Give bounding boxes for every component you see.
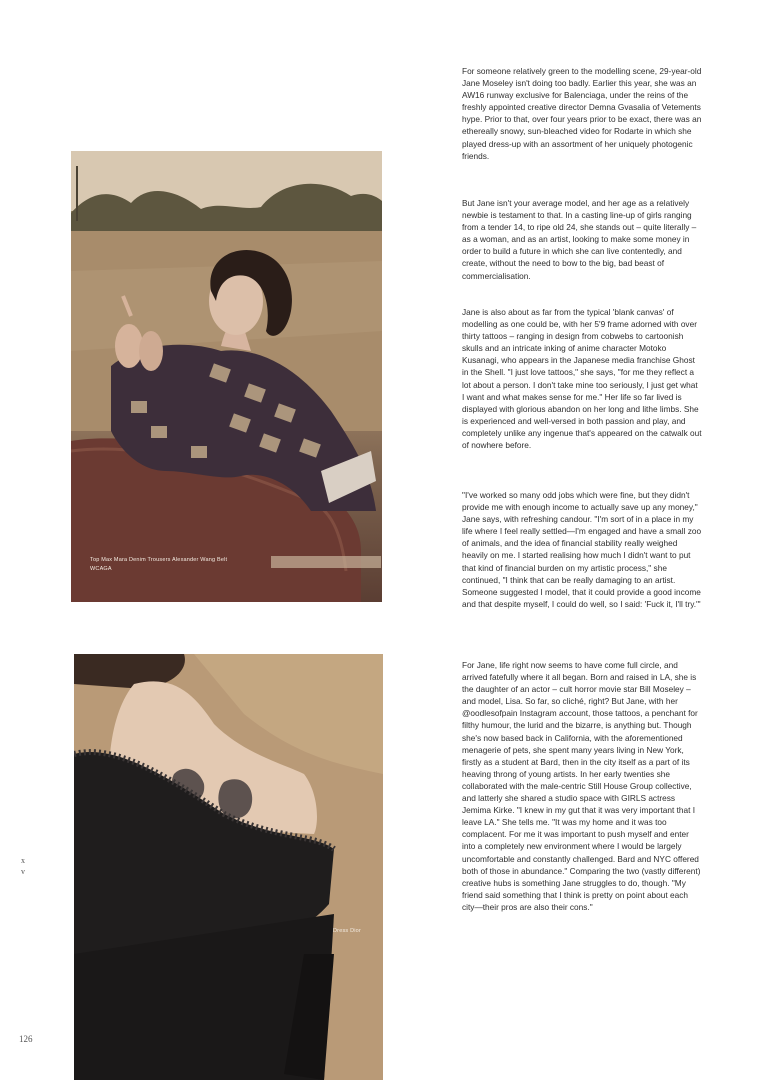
caption-top-photo: Top Max Mara Denim Trousers Alexander Wang Belt WCAGA (90, 557, 228, 572)
photo-model-car-illustration (71, 151, 382, 602)
caption-bottom-photo: Dress Dior (333, 928, 361, 934)
paragraph-1: For someone relatively green to the modelling scene, 29-year-old Jane Moseley isn't doing too badly. Earlier this year, she was an AW16 runway exclusive for Balenciaga, under the reins of the freshly appointed creative director Demna Gvasalia of Vetements hype. Prior to that, over four years prior to be exact, there was an ethereally snowy, sun-bleached video for Rodarte in which she played dress-up with an assortment of her uniquely photogenic friends. (462, 66, 702, 161)
page-number: 126 (19, 1034, 33, 1044)
photo-model-back-illustration (74, 654, 383, 1080)
photo-model-car (71, 151, 382, 602)
photo-model-back (74, 654, 383, 1080)
paragraph-5: For Jane, life right now seems to have come full circle, and arrived fatefully where it all began. Born and raised in LA, she is the daughter of an actor – cult horror movie star Bill Moseley – and model, Lisa. So far, so cliché, right? But Jane, with her @oodlesofpain Instagram account, those tattoos, a penchant for filthy humour, the lurid and the bizarre, is anything but. Though she's now based back in California, with the aforementioned menagerie of pets, she spent many years living in New York, firstly as a student at Bard, then in the city itself as a part of its heaving throng of young artists. In her early twenties she collaborated with the male-centric Still House Group collective, and latterly she shared a studio space with GIRLS actress Jemima Kirke. "I knew in my gut that it was very important that I leave LA." She tells me. "It was my home and it was too complacent. For me it was important to push myself and enter into a completely new environment where I would be largely uncomfortable and constantly challenged. Bard and NYC offered both of those in abundance." Comparing the two (vastly different) creative hubs is something Jane struggles to do, though. "My friend said something that I think is pretty on point about each city—their pros are also their cons." (462, 660, 701, 912)
paragraph-4: "I've worked so many odd jobs which were fine, but they didn't provide me with enough income to actually save up any money," Jane says, with refreshing candour. "I'm sort of in a place in my life where I feel really settled—I'm engaged and have a small zoo of animals, and the idea of financial stability really weighed heavily on me. I started realising how much I didn't want to put that kind of financial burden on my artistic process," she continued, "I think that can be really damaging to an artist. Someone suggested I model, that it could provide a good income and that despite myself, I could do well, so I said: 'Fuck it, I'll try.'" (462, 490, 702, 609)
side-mark: x v (21, 856, 25, 876)
paragraph-2: But Jane isn't your average model, and her age as a relatively newbie is testament to that. In a casting line-up of girls ranging from a tender 14, to ripe old 24, she stands out – quite literally – as a woman, and as an artist, looking to make some money in order to build a future in which she can live contentedly, and create, without the need to bow to the big, bad beast of commercialisation. (462, 198, 697, 281)
paragraph-3: Jane is also about as far from the typical 'blank canvas' of modelling as one could be, with her 5'9 frame adorned with over thirty tattoos – ranging in design from cobwebs to cartoonish skulls and an intricate inking of anime character Motoko Kusanagi, who appears in the Japanese media franchise Ghost in the Shell. "I just love tattoos," she says, "for me they reflect a lot about a person. I don't take mine too seriously, I just get what I want and what makes sense for me." Her life so far lived is displayed with glorious abandon on her long and lithe limbs. She is experienced and well-versed in both passion and play, and completely unlike any ingenue that's appeared on the catwalk out of nowhere before. (462, 307, 702, 451)
